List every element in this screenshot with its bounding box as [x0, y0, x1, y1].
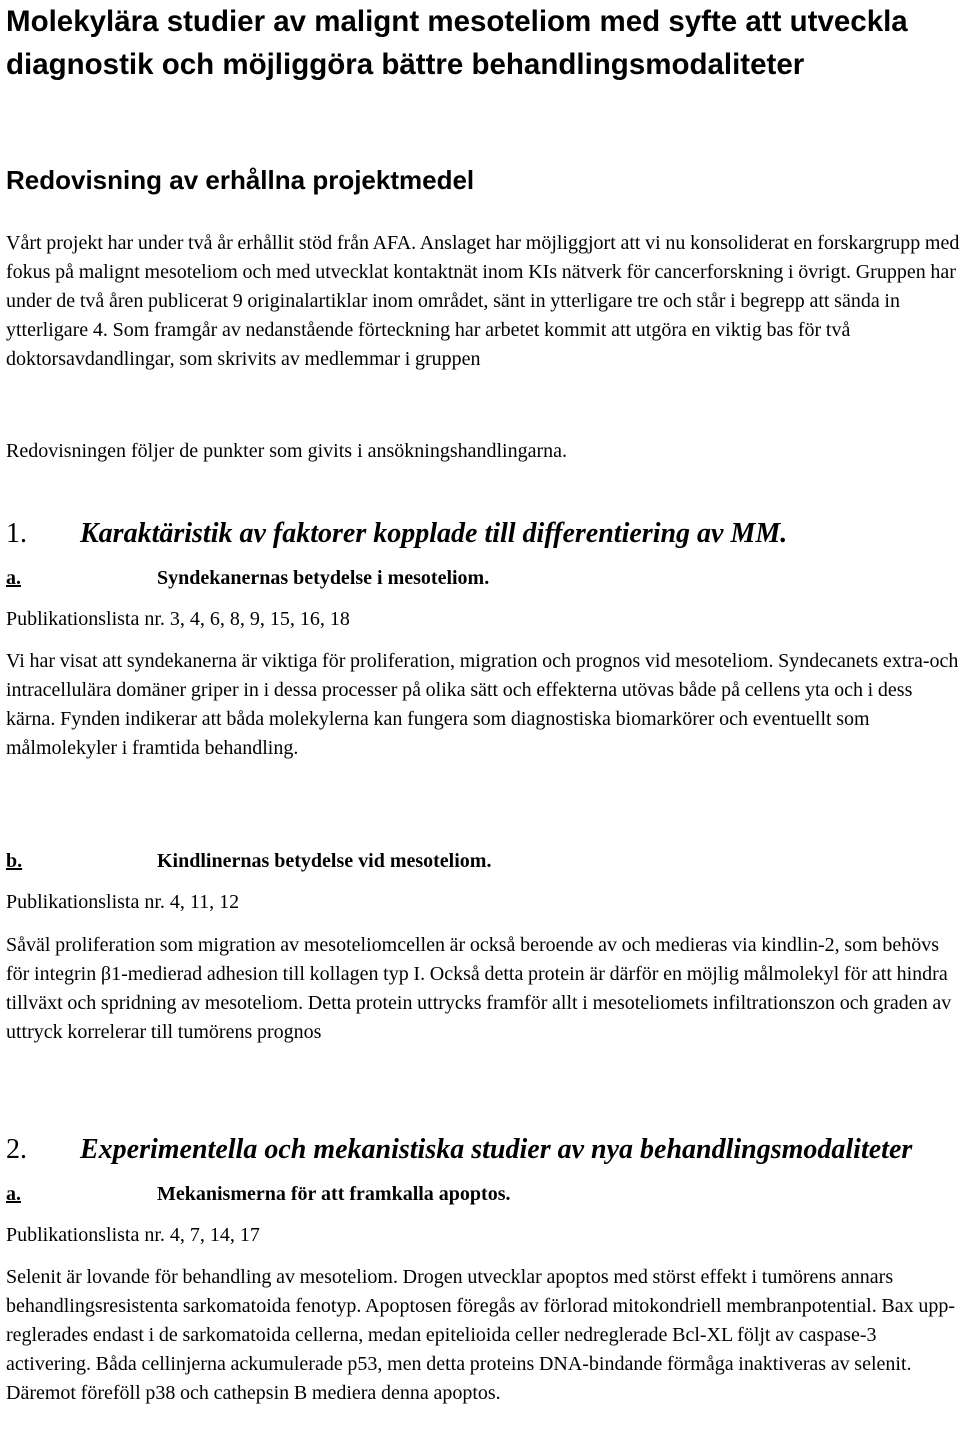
report-note: Redovisningen följer de punkter som givits i ansökningshandlingarna. [6, 440, 568, 462]
subsection-1a-body: Vi har visat att syndekanerna är viktiga för proliferation, migration och prognos vid mesoteliom. Syndecanets extra-och intracellulära domäner griper in i dessa processer på olika sätt och effekterna utövas både på cellens yta och i dess kärna. Fynden indikerar att båda molekylerna kan fungera som diagnostiska biomarkörer och eventuellt som målmolekyler i framtida behandling. [6, 650, 959, 759]
section-2-heading [6, 1131, 912, 1169]
subsection-1a-heading [6, 564, 489, 593]
subsection-title: Syndekanernas betydelse i mesoteliom. [157, 567, 490, 589]
publication-list-1b: Publikationslista nr. 4, 11, 12 [6, 891, 240, 913]
section-title: Experimentella och mekanistiska studier av nya behandlingsmodaliteter [80, 1134, 913, 1165]
subsection-2a-heading [6, 1180, 511, 1209]
subsection-2a-body: Selenit är lovande för behandling av mesoteliom. Drogen utvecklar apoptos med störst effekt i tumörens annars behandlingsresistenta sarkomatoida fenotyp. Apoptosen föregås av förlorad mitokondriell membranpotential. Bax upp-reglerades endast i de sarkomatoida cellerna, medan epitelioida celler nedreglerade Bcl-XL följt av caspase-3 activering. Båda cellinjerna ackumulerade p53, men detta proteins DNA-bindande förmåga inaktiveras av selenit. Däremot föreföll p38 och cathepsin B mediera denna apoptos. [6, 1266, 955, 1404]
document-title: Molekylära studier av malignt mesoteliom med syfte att utveckla diagnostik och möjliggöra bättre behandlingsmodaliteter [6, 5, 908, 81]
subsection-letter: b. [6, 850, 23, 872]
intro-paragraph: Vårt projekt har under två år erhållit stöd från AFA. Anslaget har möjliggjort att vi nu konsoliderat en forskargrupp med fokus på malignt mesoteliom och med utvecklat kontaktnät inom KIs nätverk för cancerforskning i övrigt. Gruppen har under de två åren publicerat 9 originalartiklar inom området, sänt in ytterligare tre och står i begrepp att sända in ytterligare 4. Som framgår av nedanstående förteckning har arbetet kommit att utgöra en viktig bas för två doktorsavdandlingar, som skrivits av medlemmar i gruppen [6, 232, 960, 370]
document-subtitle: Redovisning av erhållna projektmedel [6, 165, 475, 195]
section-number: 2. [6, 1134, 27, 1165]
publication-list-2a: Publikationslista nr. 4, 7, 14, 17 [6, 1224, 260, 1246]
section-number: 1. [6, 518, 27, 549]
section-title: Karaktäristik av faktorer kopplade till differentiering av MM. [80, 518, 788, 549]
subsection-1b-heading [6, 847, 491, 876]
subsection-letter: a. [6, 1183, 21, 1205]
publication-list-1a: Publikationslista nr. 3, 4, 6, 8, 9, 15, 16, 18 [6, 608, 350, 630]
subsection-title: Kindlinernas betydelse vid mesoteliom. [157, 850, 492, 872]
section-1-heading [6, 515, 787, 553]
subsection-letter: a. [6, 567, 21, 589]
subsection-title: Mekanismerna för att framkalla apoptos. [157, 1183, 511, 1205]
subsection-1b-body: Såväl proliferation som migration av mesoteliomcellen är också beroende av och medieras via kindlin-2, som behövs för integrin β1-medierad adhesion till kollagen typ I. Också detta protein är därför en möjlig målmolekyl för att hindra tillväxt och spridning av mesoteliom. Detta protein uttrycks framför allt i mesoteliomets infiltrationszon och graden av uttryck korrelerar till tumörens prognos [6, 934, 952, 1043]
